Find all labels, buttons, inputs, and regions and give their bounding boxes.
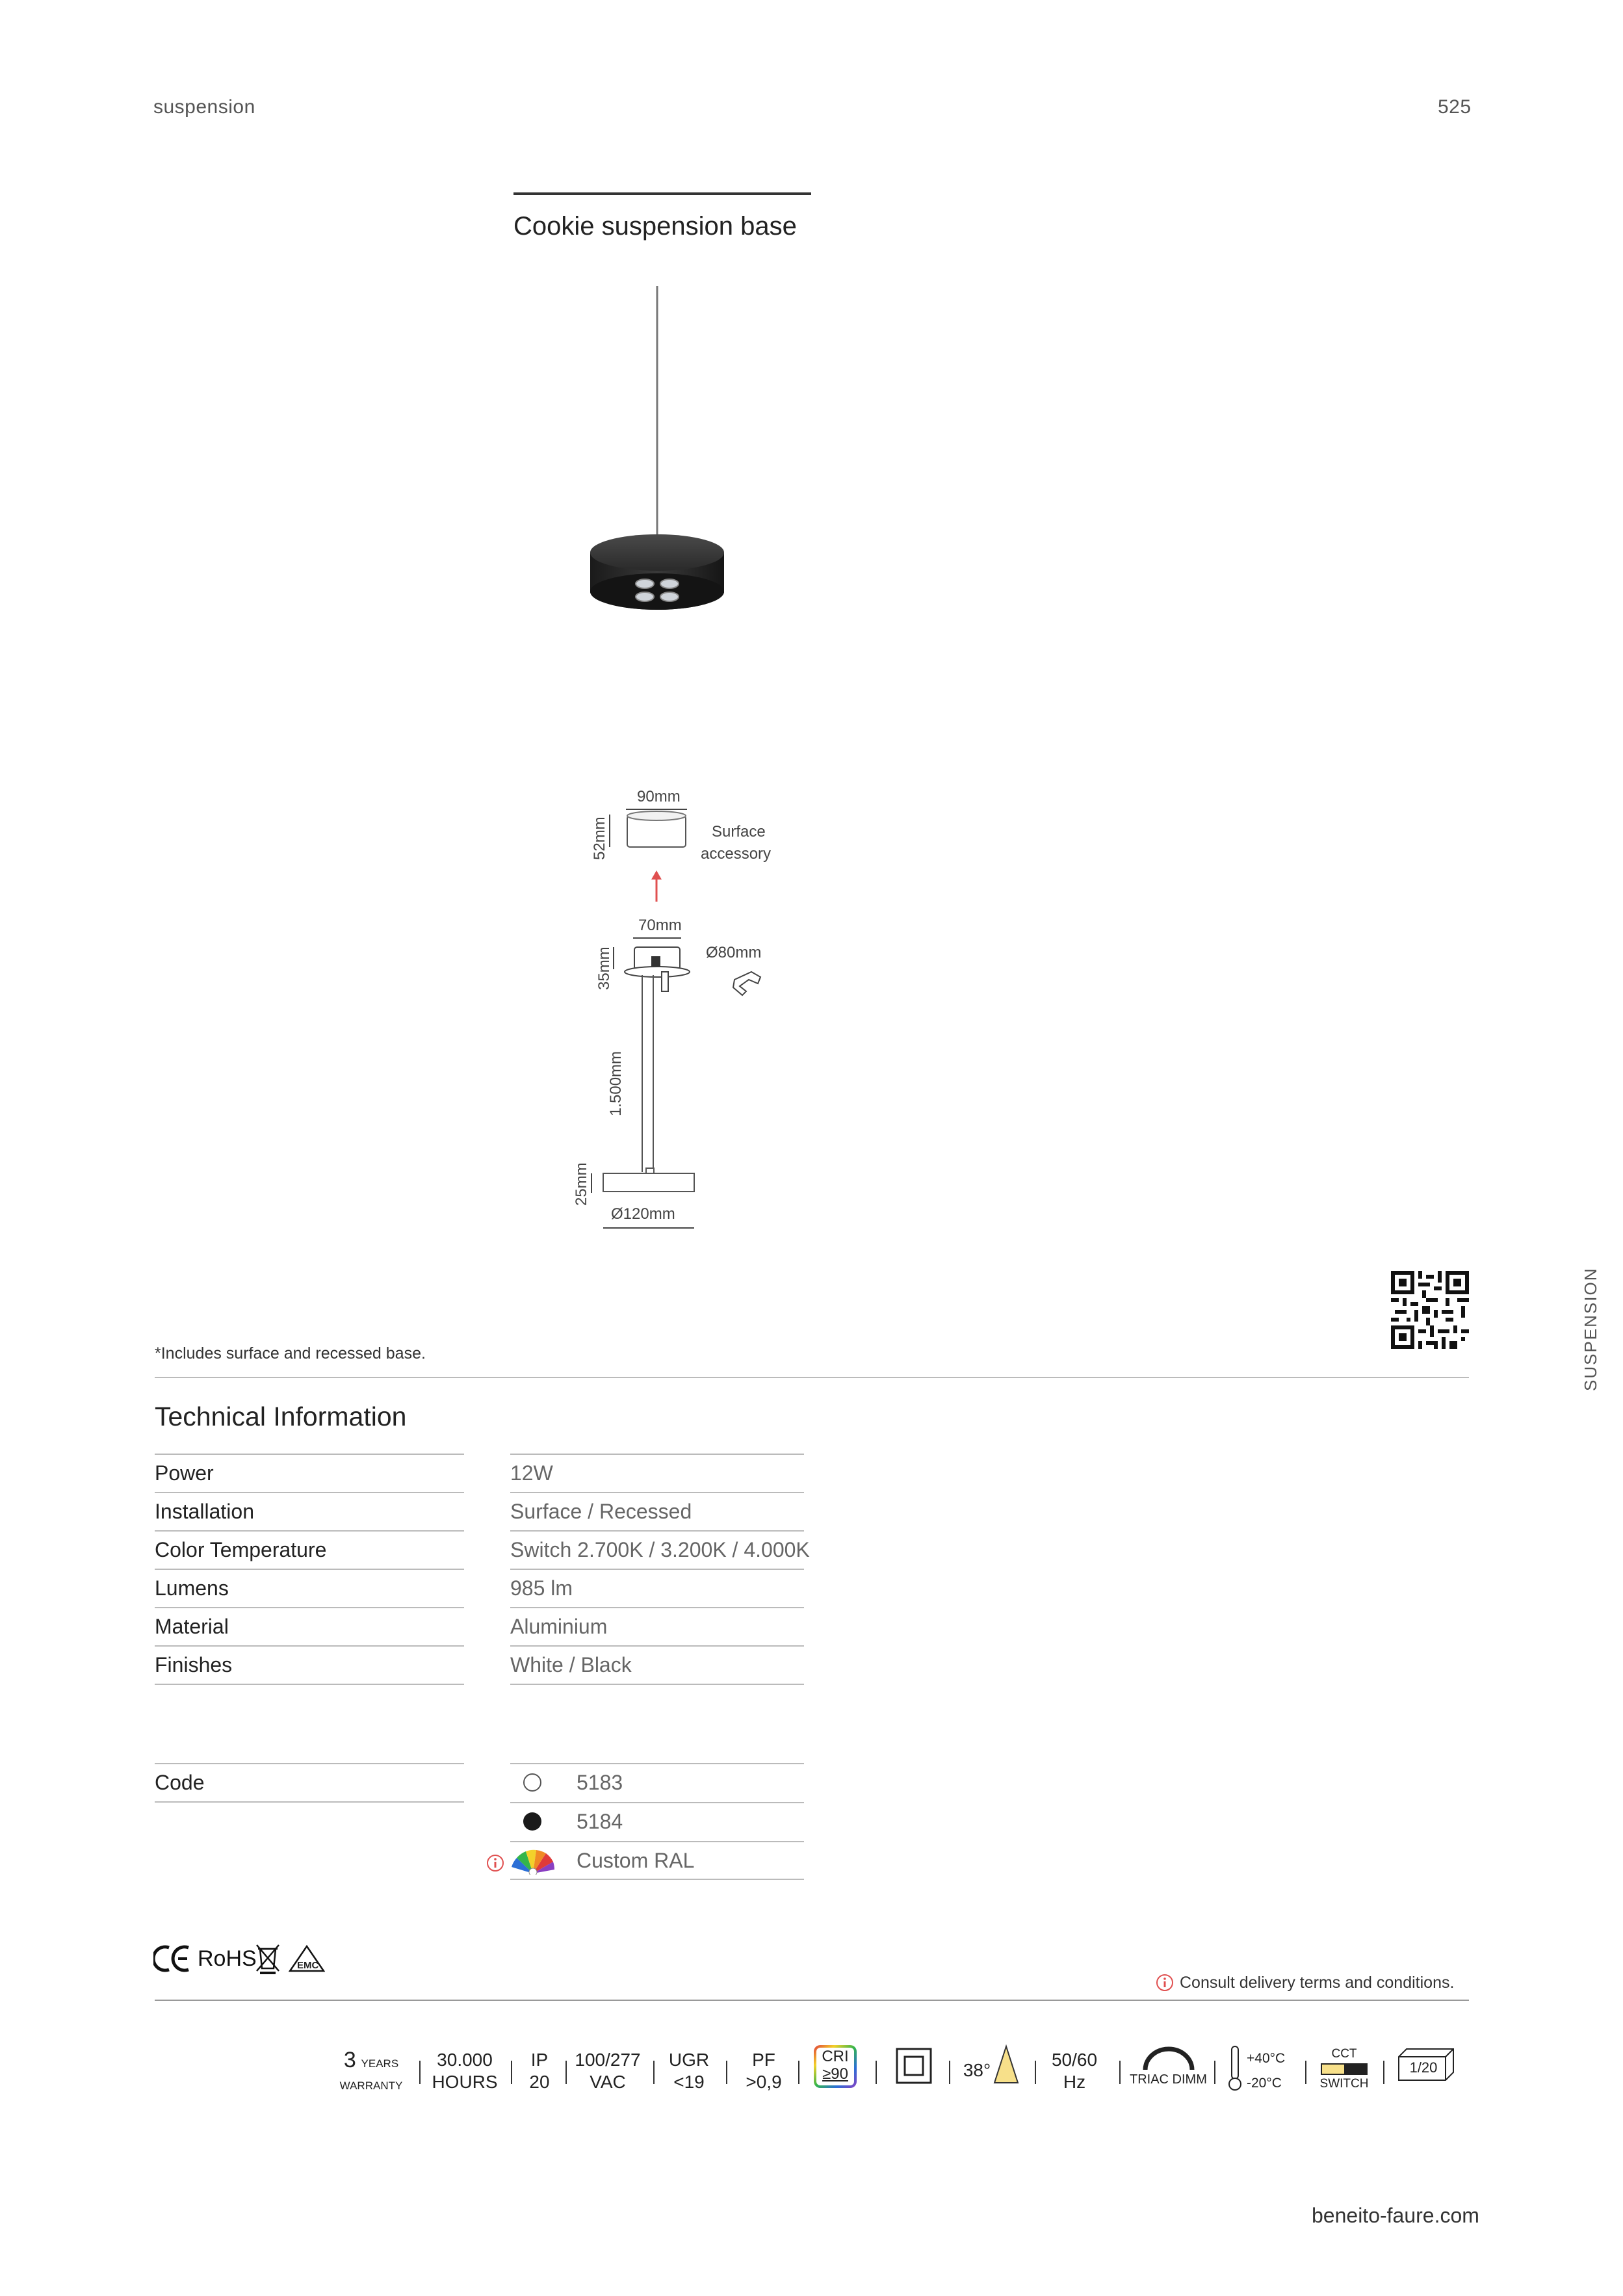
hours-badge [429, 2049, 500, 2093]
dimension-diagram [565, 777, 799, 1251]
warranty-number: 3 [343, 2048, 356, 2072]
pf-label: PF [752, 2050, 775, 2070]
strip-separator [798, 2061, 799, 2084]
switch-toggle-icon [1321, 2063, 1368, 2075]
hours-number: 30.000 [437, 2050, 493, 2070]
spec-row-value [510, 1492, 804, 1530]
switch-label: SWITCH [1319, 2077, 1369, 2091]
dim-height-top: 52mm [591, 816, 608, 860]
strip-separator [949, 2061, 950, 2084]
strip-separator [565, 2061, 567, 2084]
technical-info-title: Technical Information [155, 1402, 407, 1431]
black-finish-icon [523, 1812, 541, 1831]
weee-bin-icon [255, 1942, 281, 1975]
spec-label: Material [155, 1615, 229, 1638]
pf-badge [734, 2049, 793, 2093]
dim-height-bottom: 25mm [573, 1162, 590, 1206]
strip-separator [1119, 2061, 1121, 2084]
side-section-label: SUSPENSION [1581, 1267, 1600, 1391]
code-label-row [155, 1763, 464, 1803]
double-insulation-icon [896, 2048, 932, 2084]
frequency-label: Hz [1063, 2072, 1086, 2092]
spec-value: White / Black [510, 1653, 632, 1676]
spec-value: 12W [510, 1461, 553, 1485]
svg-text:EMC: EMC [297, 1960, 319, 1971]
dim-width-top: 90mm [637, 788, 681, 805]
cri-value: ≥90 [822, 2065, 848, 2083]
spec-value: 985 lm [510, 1576, 573, 1600]
white-finish-icon [523, 1773, 541, 1792]
spec-label: Installation [155, 1500, 254, 1523]
dim-cutout: Ø80mm [706, 944, 762, 961]
code-value: 5184 [577, 1810, 623, 1833]
emc-mark-icon [289, 1945, 325, 1972]
spec-value: Switch 2.700K / 3.200K / 4.000K [510, 1538, 810, 1561]
temp-high: +40°C [1247, 2051, 1286, 2066]
code-label: Code [155, 1771, 205, 1794]
spec-value: Aluminium [510, 1615, 608, 1638]
strip-separator [1214, 2061, 1215, 2084]
ce-mark-icon [153, 1944, 192, 1974]
package-quantity: 1/20 [1409, 2059, 1438, 2076]
code-row [510, 1763, 804, 1801]
cct-switch-badge [1317, 2046, 1371, 2092]
ugr-label: UGR [668, 2050, 710, 2070]
voltage-badge [572, 2049, 643, 2093]
strip-separator [511, 2061, 512, 2084]
spec-row-label [155, 1530, 464, 1568]
cri-label: CRI [822, 2048, 849, 2065]
spec-value: Surface / Recessed [510, 1500, 692, 1523]
surface-label-2: accessory [701, 845, 772, 863]
website-link[interactable]: beneito-faure.com [1312, 2204, 1479, 2227]
spring-clip-icon [733, 972, 760, 995]
spec-row-label [155, 1607, 464, 1645]
warranty-years: YEARS [361, 2057, 399, 2070]
beam-angle: 38° [963, 2060, 991, 2080]
ip-badge [520, 2049, 559, 2093]
temp-low: -20°C [1247, 2076, 1282, 2091]
ugr-value: <19 [673, 2072, 705, 2092]
hours-label: HOURS [432, 2072, 498, 2092]
spec-label: Color Temperature [155, 1538, 327, 1561]
spec-row-value [510, 1607, 804, 1645]
strip-separator [1035, 2061, 1036, 2084]
spec-label: Lumens [155, 1576, 229, 1600]
info-icon[interactable] [486, 1854, 504, 1872]
voltage-number: 100/277 [575, 2050, 641, 2070]
strip-separator [419, 2061, 421, 2084]
strip-separator [1383, 2061, 1384, 2084]
triac-dimm-label: TRIAC DIMM [1130, 2072, 1207, 2087]
title-rule [513, 192, 811, 195]
ip-value: 20 [529, 2072, 550, 2092]
warranty-word: WARRANTY [339, 2080, 403, 2092]
product-render [572, 286, 741, 631]
triac-dimm-icon [1141, 2045, 1196, 2071]
qr-code-icon[interactable] [1391, 1271, 1469, 1349]
beam-angle-icon [992, 2044, 1020, 2085]
strip-separator [876, 2061, 877, 2084]
thermometer-icon [1227, 2045, 1243, 2092]
ral-color-fan-icon [510, 1847, 556, 1875]
spec-row-label [155, 1645, 464, 1685]
rohs-mark: RoHS [198, 1946, 257, 1971]
temperature-range [1247, 2046, 1285, 2096]
strip-separator [653, 2061, 655, 2084]
cct-label: CCT [1331, 2047, 1357, 2061]
dim-cable-length: 1.500mm [607, 1050, 625, 1116]
consult-notice: Consult delivery terms and conditions. [1180, 1974, 1455, 1992]
includes-note: *Includes surface and recessed base. [155, 1344, 426, 1363]
dim-width-mid: 70mm [638, 917, 682, 934]
spec-row-label [155, 1569, 464, 1606]
dim-diameter-bottom: Ø120mm [611, 1205, 675, 1223]
spec-label: Finishes [155, 1653, 233, 1676]
spec-row-value [510, 1645, 804, 1685]
strip-separator [1305, 2061, 1306, 2084]
spec-row-label [155, 1492, 464, 1530]
info-icon[interactable] [1156, 1974, 1174, 1992]
spec-row-label [155, 1454, 464, 1491]
cri-badge [814, 2045, 857, 2088]
ip-label: IP [530, 2050, 549, 2070]
surface-label-1: Surface [712, 823, 766, 841]
code-value: Custom RAL [577, 1849, 695, 1872]
spec-row-value [510, 1569, 804, 1606]
frequency-badge [1046, 2049, 1102, 2093]
spec-label: Power [155, 1461, 214, 1485]
frequency-number: 50/60 [1051, 2050, 1098, 2070]
ugr-badge [663, 2049, 715, 2093]
strip-separator [726, 2061, 727, 2084]
code-row [510, 1841, 804, 1880]
voltage-label: VAC [590, 2072, 626, 2092]
page-number: 525 [1438, 96, 1472, 118]
product-title: Cookie suspension base [513, 212, 797, 241]
dim-height-mid: 35mm [595, 946, 613, 990]
warranty-badge [339, 2049, 403, 2097]
code-row [510, 1802, 804, 1840]
section-divider [155, 1377, 1469, 1378]
code-value: 5183 [577, 1771, 623, 1794]
pf-value: >0,9 [746, 2072, 782, 2092]
spec-row-value [510, 1530, 810, 1568]
spec-row-value [510, 1454, 804, 1491]
footer-divider [155, 2000, 1469, 2001]
section-header: suspension [153, 96, 255, 118]
